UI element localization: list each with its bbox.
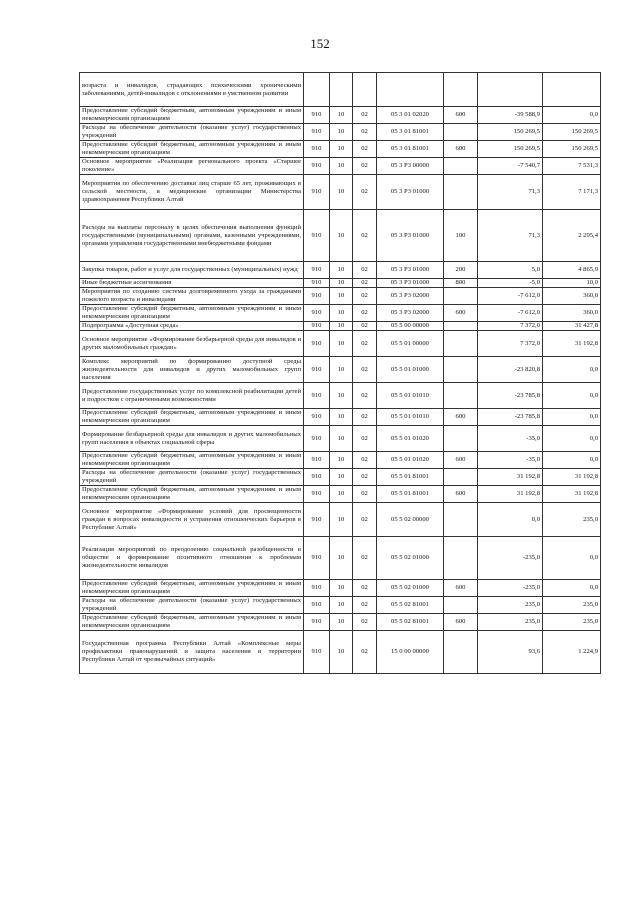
cell-amount-2: 31 427,8: [543, 322, 601, 331]
table-row: [80, 452, 601, 469]
cell-admin-code: 910: [304, 614, 330, 631]
table-row: [80, 614, 601, 631]
cell-expense-type: [444, 426, 478, 452]
page-number: 152: [310, 36, 330, 51]
cell-subsection: 02: [353, 452, 377, 469]
cell-admin-code: 910: [304, 288, 330, 305]
cell-admin-code: 910: [304, 426, 330, 452]
cell-amount-1: 150 269,5: [478, 141, 543, 158]
cell-target-article: 05 5 01 00000: [377, 331, 444, 357]
cell-admin-code: 910: [304, 279, 330, 288]
table-row: [80, 537, 601, 580]
cell-name: Формирование безбарьерной среды для инвалидов и других маломобильных групп населения в объектах социальной сферы: [80, 426, 304, 452]
table-row: [80, 357, 601, 383]
cell-amount-2: 0,0: [543, 426, 601, 452]
table-row: [80, 331, 601, 357]
cell-section: 10: [330, 383, 353, 409]
cell-amount-1: -7 540,7: [478, 158, 543, 175]
cell-amount-1: -35,0: [478, 426, 543, 452]
cell-name: Предоставление субсидий бюджетным, автономным учреждениям и иным некоммерческим организациям: [80, 614, 304, 631]
cell-subsection: 02: [353, 597, 377, 614]
cell-section: 10: [330, 597, 353, 614]
cell-amount-1: 235,0: [478, 597, 543, 614]
cell-section: 10: [330, 305, 353, 322]
table-row: [80, 158, 601, 175]
cell-target-article: 05 5 02 00000: [377, 503, 444, 537]
cell-subsection: 02: [353, 279, 377, 288]
cell-section: 10: [330, 452, 353, 469]
cell-admin-code: 910: [304, 262, 330, 279]
table-row: [80, 383, 601, 409]
cell-admin-code: [304, 73, 330, 107]
cell-admin-code: 910: [304, 331, 330, 357]
table-body: [80, 73, 601, 674]
cell-amount-1: -5,0: [478, 279, 543, 288]
table-row: [80, 426, 601, 452]
cell-amount-1: 7 372,0: [478, 331, 543, 357]
cell-subsection: 02: [353, 331, 377, 357]
cell-section: 10: [330, 288, 353, 305]
cell-target-article: 05 3 P3 01000: [377, 175, 444, 210]
cell-amount-2: 31 192,8: [543, 486, 601, 503]
cell-amount-1: 235,0: [478, 614, 543, 631]
cell-expense-type: [444, 322, 478, 331]
cell-expense-type: [444, 124, 478, 141]
cell-subsection: 02: [353, 305, 377, 322]
cell-name: Расходы на обеспечение деятельности (оказание услуг) государственных учреждений: [80, 597, 304, 614]
cell-amount-2: 360,0: [543, 288, 601, 305]
cell-target-article: 05 5 02 81001: [377, 597, 444, 614]
cell-subsection: 02: [353, 631, 377, 674]
table-row: [80, 288, 601, 305]
cell-name: Предоставление субсидий бюджетным, автономным учреждениям и иным некоммерческим организациям: [80, 580, 304, 597]
cell-amount-1: -23 820,8: [478, 357, 543, 383]
cell-name: возраста и инвалидов, страдающих психическими хроническими заболеваниями, детей-инвалидов с отклонениями в умственном развитии: [80, 73, 304, 107]
cell-name: Иные бюджетные ассигнования: [80, 279, 304, 288]
cell-expense-type: 600: [444, 141, 478, 158]
cell-section: 10: [330, 124, 353, 141]
cell-section: 10: [330, 107, 353, 124]
cell-expense-type: [444, 537, 478, 580]
cell-section: 10: [330, 158, 353, 175]
cell-subsection: 02: [353, 158, 377, 175]
cell-admin-code: 910: [304, 409, 330, 426]
table-row: [80, 469, 601, 486]
cell-amount-1: -23 785,8: [478, 409, 543, 426]
cell-name: Расходы на выплаты персоналу в целях обеспечения выполнения функций государственными (муниципальными) органами, казенными учреждениями, органами управления государственными внебюджетными фондами: [80, 210, 304, 262]
cell-subsection: 02: [353, 175, 377, 210]
cell-target-article: [377, 73, 444, 107]
cell-amount-2: [543, 73, 601, 107]
cell-subsection: 02: [353, 486, 377, 503]
cell-amount-1: 150 269,5: [478, 124, 543, 141]
cell-target-article: 05 3 01 81001: [377, 141, 444, 158]
cell-target-article: 05 5 01 01010: [377, 383, 444, 409]
cell-expense-type: 600: [444, 107, 478, 124]
cell-subsection: 02: [353, 537, 377, 580]
cell-name: Основное мероприятие «Формирование условий для просвещенности граждан в вопросах инвалидности и устранения отношенческих барьеров в Республике Алтай»: [80, 503, 304, 537]
cell-amount-1: -39 588,9: [478, 107, 543, 124]
table-row: [80, 279, 601, 288]
cell-name: Реализация мероприятий по преодолению социальной разобщенности в обществе и формирование позитивного отношения к проблемам жизнедеятельности инвалидов: [80, 537, 304, 580]
cell-section: 10: [330, 331, 353, 357]
budget-table: [79, 72, 601, 674]
cell-name: Государственная программа Республики Алтай «Комплексные меры профилактики правонарушений и защита населения и территории Республики Алтай от чрезвычайных ситуаций»: [80, 631, 304, 674]
cell-expense-type: 100: [444, 210, 478, 262]
cell-amount-2: 7 531,3: [543, 158, 601, 175]
cell-amount-2: 0,0: [543, 357, 601, 383]
cell-name: Закупка товаров, работ и услуг для государственных (муниципальных) нужд: [80, 262, 304, 279]
cell-amount-1: -7 612,0: [478, 305, 543, 322]
cell-expense-type: [444, 631, 478, 674]
cell-subsection: 02: [353, 469, 377, 486]
cell-subsection: 02: [353, 580, 377, 597]
cell-admin-code: 910: [304, 503, 330, 537]
cell-target-article: 05 5 01 01020: [377, 426, 444, 452]
cell-subsection: 02: [353, 141, 377, 158]
cell-section: 10: [330, 537, 353, 580]
cell-admin-code: 910: [304, 469, 330, 486]
cell-amount-1: 7 372,0: [478, 322, 543, 331]
cell-expense-type: [444, 503, 478, 537]
cell-target-article: 05 3 P3 02000: [377, 288, 444, 305]
cell-name: Основное мероприятие «Формирование безбарьерной среды для инвалидов и других маломобильных граждан»: [80, 331, 304, 357]
cell-admin-code: 910: [304, 305, 330, 322]
cell-amount-1: -7 612,0: [478, 288, 543, 305]
cell-subsection: 02: [353, 357, 377, 383]
cell-target-article: 05 3 P3 01000: [377, 210, 444, 262]
cell-amount-2: 4 865,9: [543, 262, 601, 279]
cell-target-article: 05 5 01 01020: [377, 452, 444, 469]
cell-name: Предоставление субсидий бюджетным, автономным учреждениям и иным некоммерческим организациям: [80, 409, 304, 426]
cell-subsection: 02: [353, 503, 377, 537]
cell-expense-type: [444, 357, 478, 383]
cell-amount-2: 1 224,9: [543, 631, 601, 674]
cell-expense-type: 800: [444, 279, 478, 288]
table-row: [80, 322, 601, 331]
cell-subsection: 02: [353, 288, 377, 305]
cell-admin-code: 910: [304, 175, 330, 210]
table-row: [80, 141, 601, 158]
table-row: [80, 107, 601, 124]
cell-amount-1: 71,3: [478, 210, 543, 262]
cell-subsection: 02: [353, 383, 377, 409]
cell-amount-2: 235,0: [543, 503, 601, 537]
cell-target-article: 05 5 01 01010: [377, 409, 444, 426]
cell-name: Расходы на обеспечение деятельности (оказание услуг) государственных учреждений: [80, 469, 304, 486]
cell-expense-type: [444, 175, 478, 210]
cell-admin-code: 910: [304, 158, 330, 175]
cell-name: Предоставление субсидий бюджетным, автономным учреждениям и иным некоммерческим организациям: [80, 107, 304, 124]
cell-target-article: 05 5 01 01000: [377, 357, 444, 383]
cell-section: 10: [330, 357, 353, 383]
cell-subsection: 02: [353, 426, 377, 452]
cell-amount-2: 0,0: [543, 580, 601, 597]
cell-target-article: 05 5 02 01000: [377, 580, 444, 597]
cell-name: Мероприятия по обеспечению доставки лиц старше 65 лет, проживающих в сельской местности, в медицинские организации Министерства здравоохранения Республики Алтай: [80, 175, 304, 210]
cell-section: 10: [330, 175, 353, 210]
cell-admin-code: 910: [304, 107, 330, 124]
table-row: [80, 597, 601, 614]
cell-section: 10: [330, 322, 353, 331]
cell-section: 10: [330, 210, 353, 262]
cell-name: Основное мероприятие «Реализация регионального проекта «Старшее поколение»: [80, 158, 304, 175]
cell-target-article: 05 3 P3 02000: [377, 305, 444, 322]
cell-amount-2: 0,0: [543, 383, 601, 409]
cell-name: Расходы на обеспечение деятельности (оказание услуг) государственных учреждений: [80, 124, 304, 141]
table-row: [80, 503, 601, 537]
cell-expense-type: 600: [444, 486, 478, 503]
cell-amount-2: 150 269,5: [543, 124, 601, 141]
cell-expense-type: [444, 383, 478, 409]
cell-admin-code: 910: [304, 631, 330, 674]
table-row: [80, 486, 601, 503]
cell-amount-1: 93,6: [478, 631, 543, 674]
cell-admin-code: 910: [304, 597, 330, 614]
cell-amount-2: 0,0: [543, 452, 601, 469]
cell-subsection: 02: [353, 107, 377, 124]
cell-target-article: 05 5 00 00000: [377, 322, 444, 331]
cell-section: [330, 73, 353, 107]
cell-amount-1: 5,0: [478, 262, 543, 279]
table-row: [80, 305, 601, 322]
cell-target-article: 05 5 02 01000: [377, 537, 444, 580]
cell-expense-type: [444, 597, 478, 614]
cell-name: Предоставление субсидий бюджетным, автономным учреждениям и иным некоммерческим организациям: [80, 452, 304, 469]
cell-amount-1: 71,3: [478, 175, 543, 210]
cell-expense-type: [444, 331, 478, 357]
cell-target-article: 05 3 01 81001: [377, 124, 444, 141]
cell-target-article: 05 3 P3 01000: [377, 262, 444, 279]
cell-amount-1: [478, 73, 543, 107]
cell-amount-2: 0,0: [543, 409, 601, 426]
cell-section: 10: [330, 469, 353, 486]
cell-admin-code: 910: [304, 141, 330, 158]
cell-section: 10: [330, 262, 353, 279]
cell-section: 10: [330, 409, 353, 426]
cell-expense-type: 600: [444, 452, 478, 469]
cell-amount-2: 0,0: [543, 107, 601, 124]
cell-admin-code: 910: [304, 383, 330, 409]
cell-amount-1: -235,0: [478, 580, 543, 597]
cell-amount-2: 7 171,3: [543, 175, 601, 210]
cell-admin-code: 910: [304, 357, 330, 383]
cell-name: Предоставление государственных услуг по комплексной реабилитации детей и подростков с ограниченными возможностями: [80, 383, 304, 409]
cell-amount-2: 235,0: [543, 597, 601, 614]
cell-expense-type: 200: [444, 262, 478, 279]
cell-subsection: 02: [353, 210, 377, 262]
cell-admin-code: 910: [304, 124, 330, 141]
cell-amount-1: 31 192,8: [478, 469, 543, 486]
cell-name: Комплекс мероприятий по формированию доступной среды жизнедеятельности для инвалидов и других маломобильных групп населения: [80, 357, 304, 383]
cell-amount-2: 31 192,8: [543, 469, 601, 486]
table-row: [80, 210, 601, 262]
cell-subsection: [353, 73, 377, 107]
cell-admin-code: 910: [304, 580, 330, 597]
cell-subsection: 02: [353, 262, 377, 279]
cell-admin-code: 910: [304, 537, 330, 580]
cell-admin-code: 910: [304, 210, 330, 262]
cell-amount-2: 31 192,8: [543, 331, 601, 357]
table-row: [80, 175, 601, 210]
cell-subsection: 02: [353, 614, 377, 631]
cell-target-article: 05 5 01 81001: [377, 469, 444, 486]
cell-section: 10: [330, 486, 353, 503]
cell-name: Предоставление субсидий бюджетным, автономным учреждениям и иным некоммерческим организациям: [80, 305, 304, 322]
cell-expense-type: [444, 469, 478, 486]
cell-amount-2: 360,0: [543, 305, 601, 322]
cell-amount-2: 150 269,5: [543, 141, 601, 158]
table-row: [80, 409, 601, 426]
cell-section: 10: [330, 141, 353, 158]
table-row: [80, 262, 601, 279]
table-row: [80, 124, 601, 141]
cell-admin-code: 910: [304, 452, 330, 469]
cell-admin-code: 910: [304, 486, 330, 503]
cell-admin-code: 910: [304, 322, 330, 331]
cell-target-article: 05 5 01 81001: [377, 486, 444, 503]
cell-amount-1: 0,0: [478, 503, 543, 537]
cell-target-article: 05 3 01 02020: [377, 107, 444, 124]
cell-amount-1: -23 785,8: [478, 383, 543, 409]
cell-name: Мероприятия по созданию системы долговременного ухода за гражданами пожилого возраста и инвалидами: [80, 288, 304, 305]
cell-subsection: 02: [353, 322, 377, 331]
cell-amount-1: 31 192,8: [478, 486, 543, 503]
cell-target-article: 05 3 P3 00000: [377, 158, 444, 175]
cell-name: Предоставление субсидий бюджетным, автономным учреждениям и иным некоммерческим организациям: [80, 486, 304, 503]
cell-section: 10: [330, 503, 353, 537]
cell-expense-type: 600: [444, 614, 478, 631]
table-row: [80, 631, 601, 674]
cell-expense-type: 600: [444, 409, 478, 426]
table-row: [80, 580, 601, 597]
cell-target-article: 15 0 00 00000: [377, 631, 444, 674]
cell-amount-2: 235,0: [543, 614, 601, 631]
cell-expense-type: 600: [444, 580, 478, 597]
cell-target-article: 05 5 02 81001: [377, 614, 444, 631]
cell-amount-2: 0,0: [543, 537, 601, 580]
cell-expense-type: [444, 158, 478, 175]
cell-subsection: 02: [353, 409, 377, 426]
cell-expense-type: [444, 73, 478, 107]
cell-section: 10: [330, 631, 353, 674]
cell-amount-2: 10,0: [543, 279, 601, 288]
cell-expense-type: [444, 288, 478, 305]
cell-amount-1: -35,0: [478, 452, 543, 469]
cell-section: 10: [330, 580, 353, 597]
table-row: [80, 73, 601, 107]
cell-name: Подпрограмма «Доступная среда»: [80, 322, 304, 331]
cell-name: Предоставление субсидий бюджетным, автономным учреждениям и иным некоммерческим организациям: [80, 141, 304, 158]
cell-target-article: 05 3 P3 01000: [377, 279, 444, 288]
cell-amount-2: 2 295,4: [543, 210, 601, 262]
cell-expense-type: 600: [444, 305, 478, 322]
cell-section: 10: [330, 614, 353, 631]
cell-amount-1: -235,0: [478, 537, 543, 580]
cell-section: 10: [330, 279, 353, 288]
cell-subsection: 02: [353, 124, 377, 141]
cell-section: 10: [330, 426, 353, 452]
